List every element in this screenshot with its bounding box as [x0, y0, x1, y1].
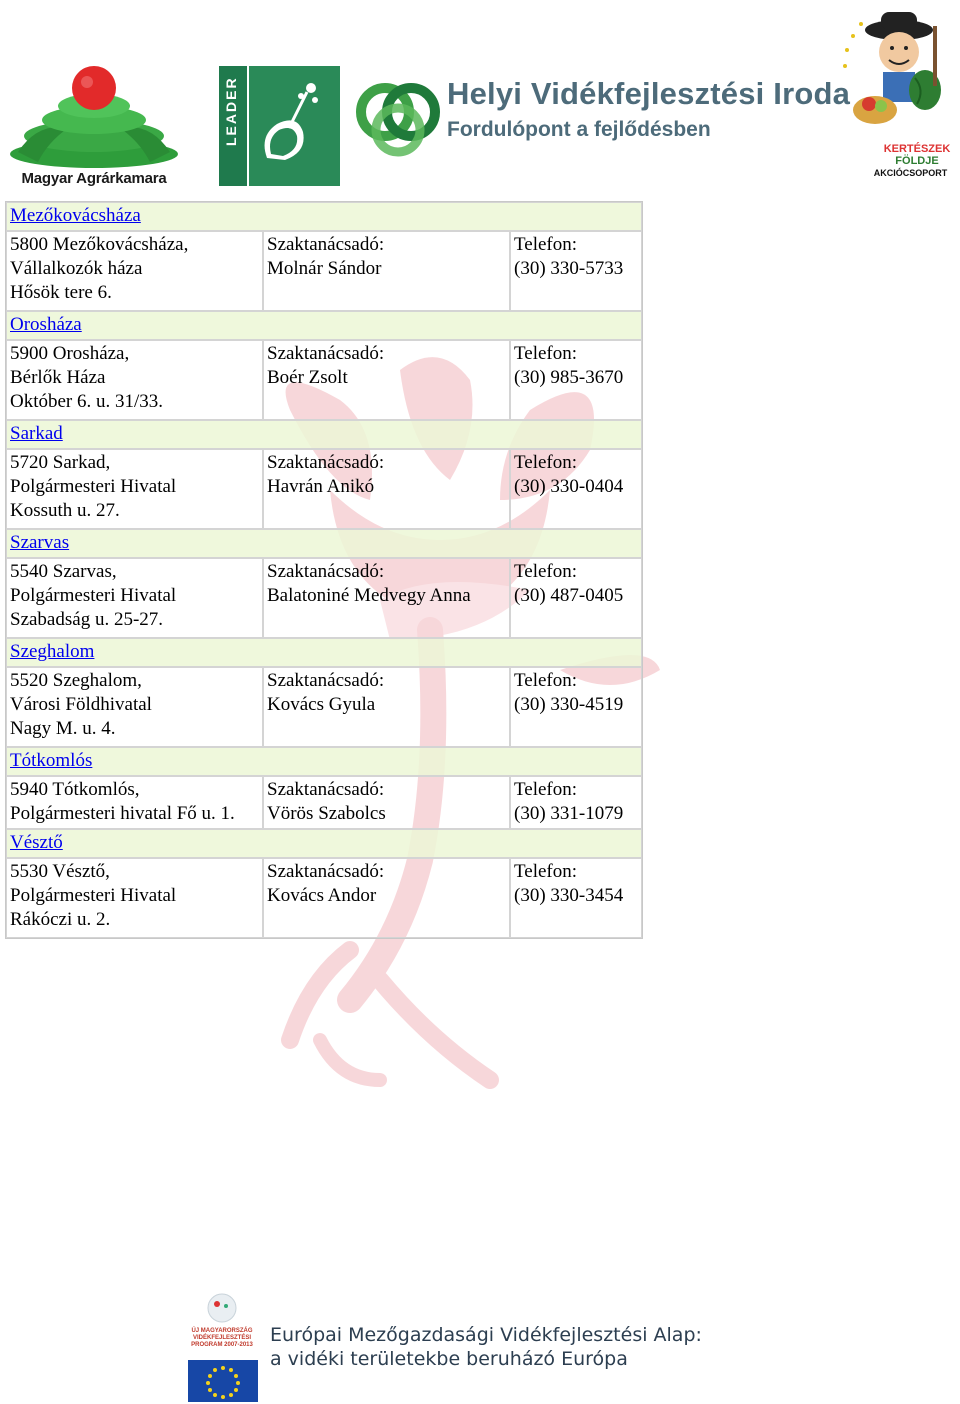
office-row	[6, 449, 642, 529]
advisor-label: Szaktanácsadó:	[267, 561, 385, 582]
address-line: 5520 Szeghalom,	[10, 670, 142, 691]
advisor-name: Balatoniné Medvegy Anna	[267, 585, 471, 606]
advisor-cell	[263, 340, 510, 420]
phone-number: (30) 487-0405	[514, 585, 624, 606]
address-line: Polgármesteri Hivatal	[10, 585, 177, 606]
address-line: Rákóczi u. 2.	[10, 909, 111, 930]
address-line: 5720 Sarkad,	[10, 452, 111, 473]
address-cell	[6, 340, 263, 420]
address-line: 5800 Mezőkovácsháza,	[10, 234, 189, 255]
phone-cell	[510, 858, 642, 938]
address-cell	[6, 667, 263, 747]
advisor-name: Havrán Anikó	[267, 476, 375, 497]
town-link-szarvas[interactable]: Szarvas	[10, 532, 70, 553]
advisor-name: Molnár Sándor	[267, 258, 382, 279]
leader-logo	[219, 66, 340, 186]
phone-number: (30) 330-4519	[514, 694, 624, 715]
address-line: 5900 Orosháza,	[10, 343, 130, 364]
advisor-cell	[263, 667, 510, 747]
phone-label: Telefon:	[514, 234, 578, 255]
town-cell	[6, 747, 642, 776]
phone-number: (30) 330-3454	[514, 885, 624, 906]
address-cell	[6, 449, 263, 529]
advisor-cell	[263, 776, 510, 829]
leader-logo-text: LEADER	[223, 76, 239, 146]
office-row	[6, 558, 642, 638]
office-row	[6, 340, 642, 420]
address-line: Kossuth u. 27.	[10, 500, 120, 521]
phone-cell	[510, 667, 642, 747]
office-title: Helyi Vidékfejlesztési Iroda	[447, 76, 851, 111]
phone-label: Telefon:	[514, 779, 578, 800]
footer-eu-banner	[186, 1292, 746, 1402]
agrarkamara-emblem-icon	[8, 62, 180, 172]
office-row	[6, 231, 642, 311]
advisor-cell	[263, 858, 510, 938]
town-cell	[6, 202, 642, 231]
kerteszek-line3: AKCIÓCSOPORT	[873, 168, 948, 178]
town-row	[6, 638, 642, 667]
town-row	[6, 202, 642, 231]
address-line: Október 6. u. 31/33.	[10, 391, 164, 412]
address-line: 5940 Tótkomlós,	[10, 779, 140, 800]
phone-label: Telefon:	[514, 561, 578, 582]
phone-label: Telefon:	[514, 670, 578, 691]
town-link-szeghalom[interactable]: Szeghalom	[10, 641, 95, 662]
phone-number: (30) 330-5733	[514, 258, 624, 279]
town-row	[6, 747, 642, 776]
town-cell	[6, 529, 642, 558]
address-cell	[6, 776, 263, 829]
address-line: Szabadság u. 25-27.	[10, 609, 164, 630]
advisor-cell	[263, 558, 510, 638]
gardener-mascot-icon	[833, 6, 958, 146]
town-row	[6, 311, 642, 340]
phone-label: Telefon:	[514, 343, 578, 364]
phone-cell	[510, 231, 642, 311]
phone-cell	[510, 776, 642, 829]
town-cell	[6, 638, 642, 667]
office-row	[6, 776, 642, 829]
phone-number: (30) 330-0404	[514, 476, 624, 497]
town-link-totkomlos[interactable]: Tótkomlós	[10, 750, 93, 771]
address-line: Városi Földhivatal	[10, 694, 152, 715]
phone-number: (30) 985-3670	[514, 367, 624, 388]
footer-line1: Európai Mezőgazdasági Vidékfejlesztési Alap:	[270, 1324, 702, 1346]
address-cell	[6, 231, 263, 311]
rings-emblem-icon	[355, 72, 445, 162]
town-link-oroshaza[interactable]: Orosháza	[10, 314, 82, 335]
phone-number: (30) 331-1079	[514, 803, 624, 824]
address-line: Hősök tere 6.	[10, 282, 112, 303]
office-row	[6, 667, 642, 747]
kerteszek-line2: FÖLDJE	[895, 155, 939, 167]
town-cell	[6, 311, 642, 340]
phone-label: Telefon:	[514, 861, 578, 882]
phone-cell	[510, 340, 642, 420]
address-line: 5540 Szarvas,	[10, 561, 117, 582]
advisor-name: Vörös Szabolcs	[267, 803, 386, 824]
offices-table	[5, 201, 643, 939]
umv-program-text: ÚJ MAGYARORSZÁG VIDÉKFEJLESZTÉSI PROGRAM 2007-2013	[191, 1328, 253, 1348]
address-cell	[6, 858, 263, 938]
phone-cell	[510, 449, 642, 529]
advisor-label: Szaktanácsadó:	[267, 343, 385, 364]
address-line: Polgármesteri Hivatal	[10, 476, 177, 497]
town-link-veszto[interactable]: Vésztő	[10, 832, 63, 853]
helyi-videkfejlesztesi-logo	[355, 72, 851, 162]
footer-line2: a vidéki területekbe beruházó Európa	[270, 1348, 628, 1370]
advisor-label: Szaktanácsadó:	[267, 779, 385, 800]
advisor-name: Kovács Andor	[267, 885, 377, 906]
town-cell	[6, 829, 642, 858]
advisor-name: Kovács Gyula	[267, 694, 376, 715]
address-line: 5530 Vésztő,	[10, 861, 110, 882]
advisor-name: Boér Zsolt	[267, 367, 348, 388]
advisor-cell	[263, 449, 510, 529]
town-link-sarkad[interactable]: Sarkad	[10, 423, 63, 444]
address-line: Bérlők Háza	[10, 367, 106, 388]
address-cell	[6, 558, 263, 638]
town-cell	[6, 420, 642, 449]
office-row	[6, 858, 642, 938]
kerteszek-line1: KERTÉSZEK	[883, 143, 951, 155]
town-row	[6, 529, 642, 558]
agrarkamara-logo-text: Magyar Agrárkamara	[21, 170, 167, 187]
address-line: Polgármesteri Hivatal	[10, 885, 177, 906]
phone-label: Telefon:	[514, 452, 578, 473]
address-line: Nagy M. u. 4.	[10, 718, 116, 739]
town-row	[6, 420, 642, 449]
advisor-label: Szaktanácsadó:	[267, 670, 385, 691]
town-link-mezokovacshaza[interactable]: Mezőkovácsháza	[10, 205, 141, 226]
agrarkamara-logo	[8, 62, 180, 187]
phone-cell	[510, 558, 642, 638]
address-line: Vállalkozók háza	[10, 258, 143, 279]
advisor-label: Szaktanácsadó:	[267, 234, 385, 255]
kerteszek-foldje-logo	[833, 6, 958, 178]
office-subtitle: Fordulópont a fejlődésben	[447, 118, 711, 141]
town-row	[6, 829, 642, 858]
advisor-label: Szaktanácsadó:	[267, 861, 385, 882]
advisor-label: Szaktanácsadó:	[267, 452, 385, 473]
advisor-cell	[263, 231, 510, 311]
address-line: Polgármesteri hivatal Fő u. 1.	[10, 803, 235, 824]
